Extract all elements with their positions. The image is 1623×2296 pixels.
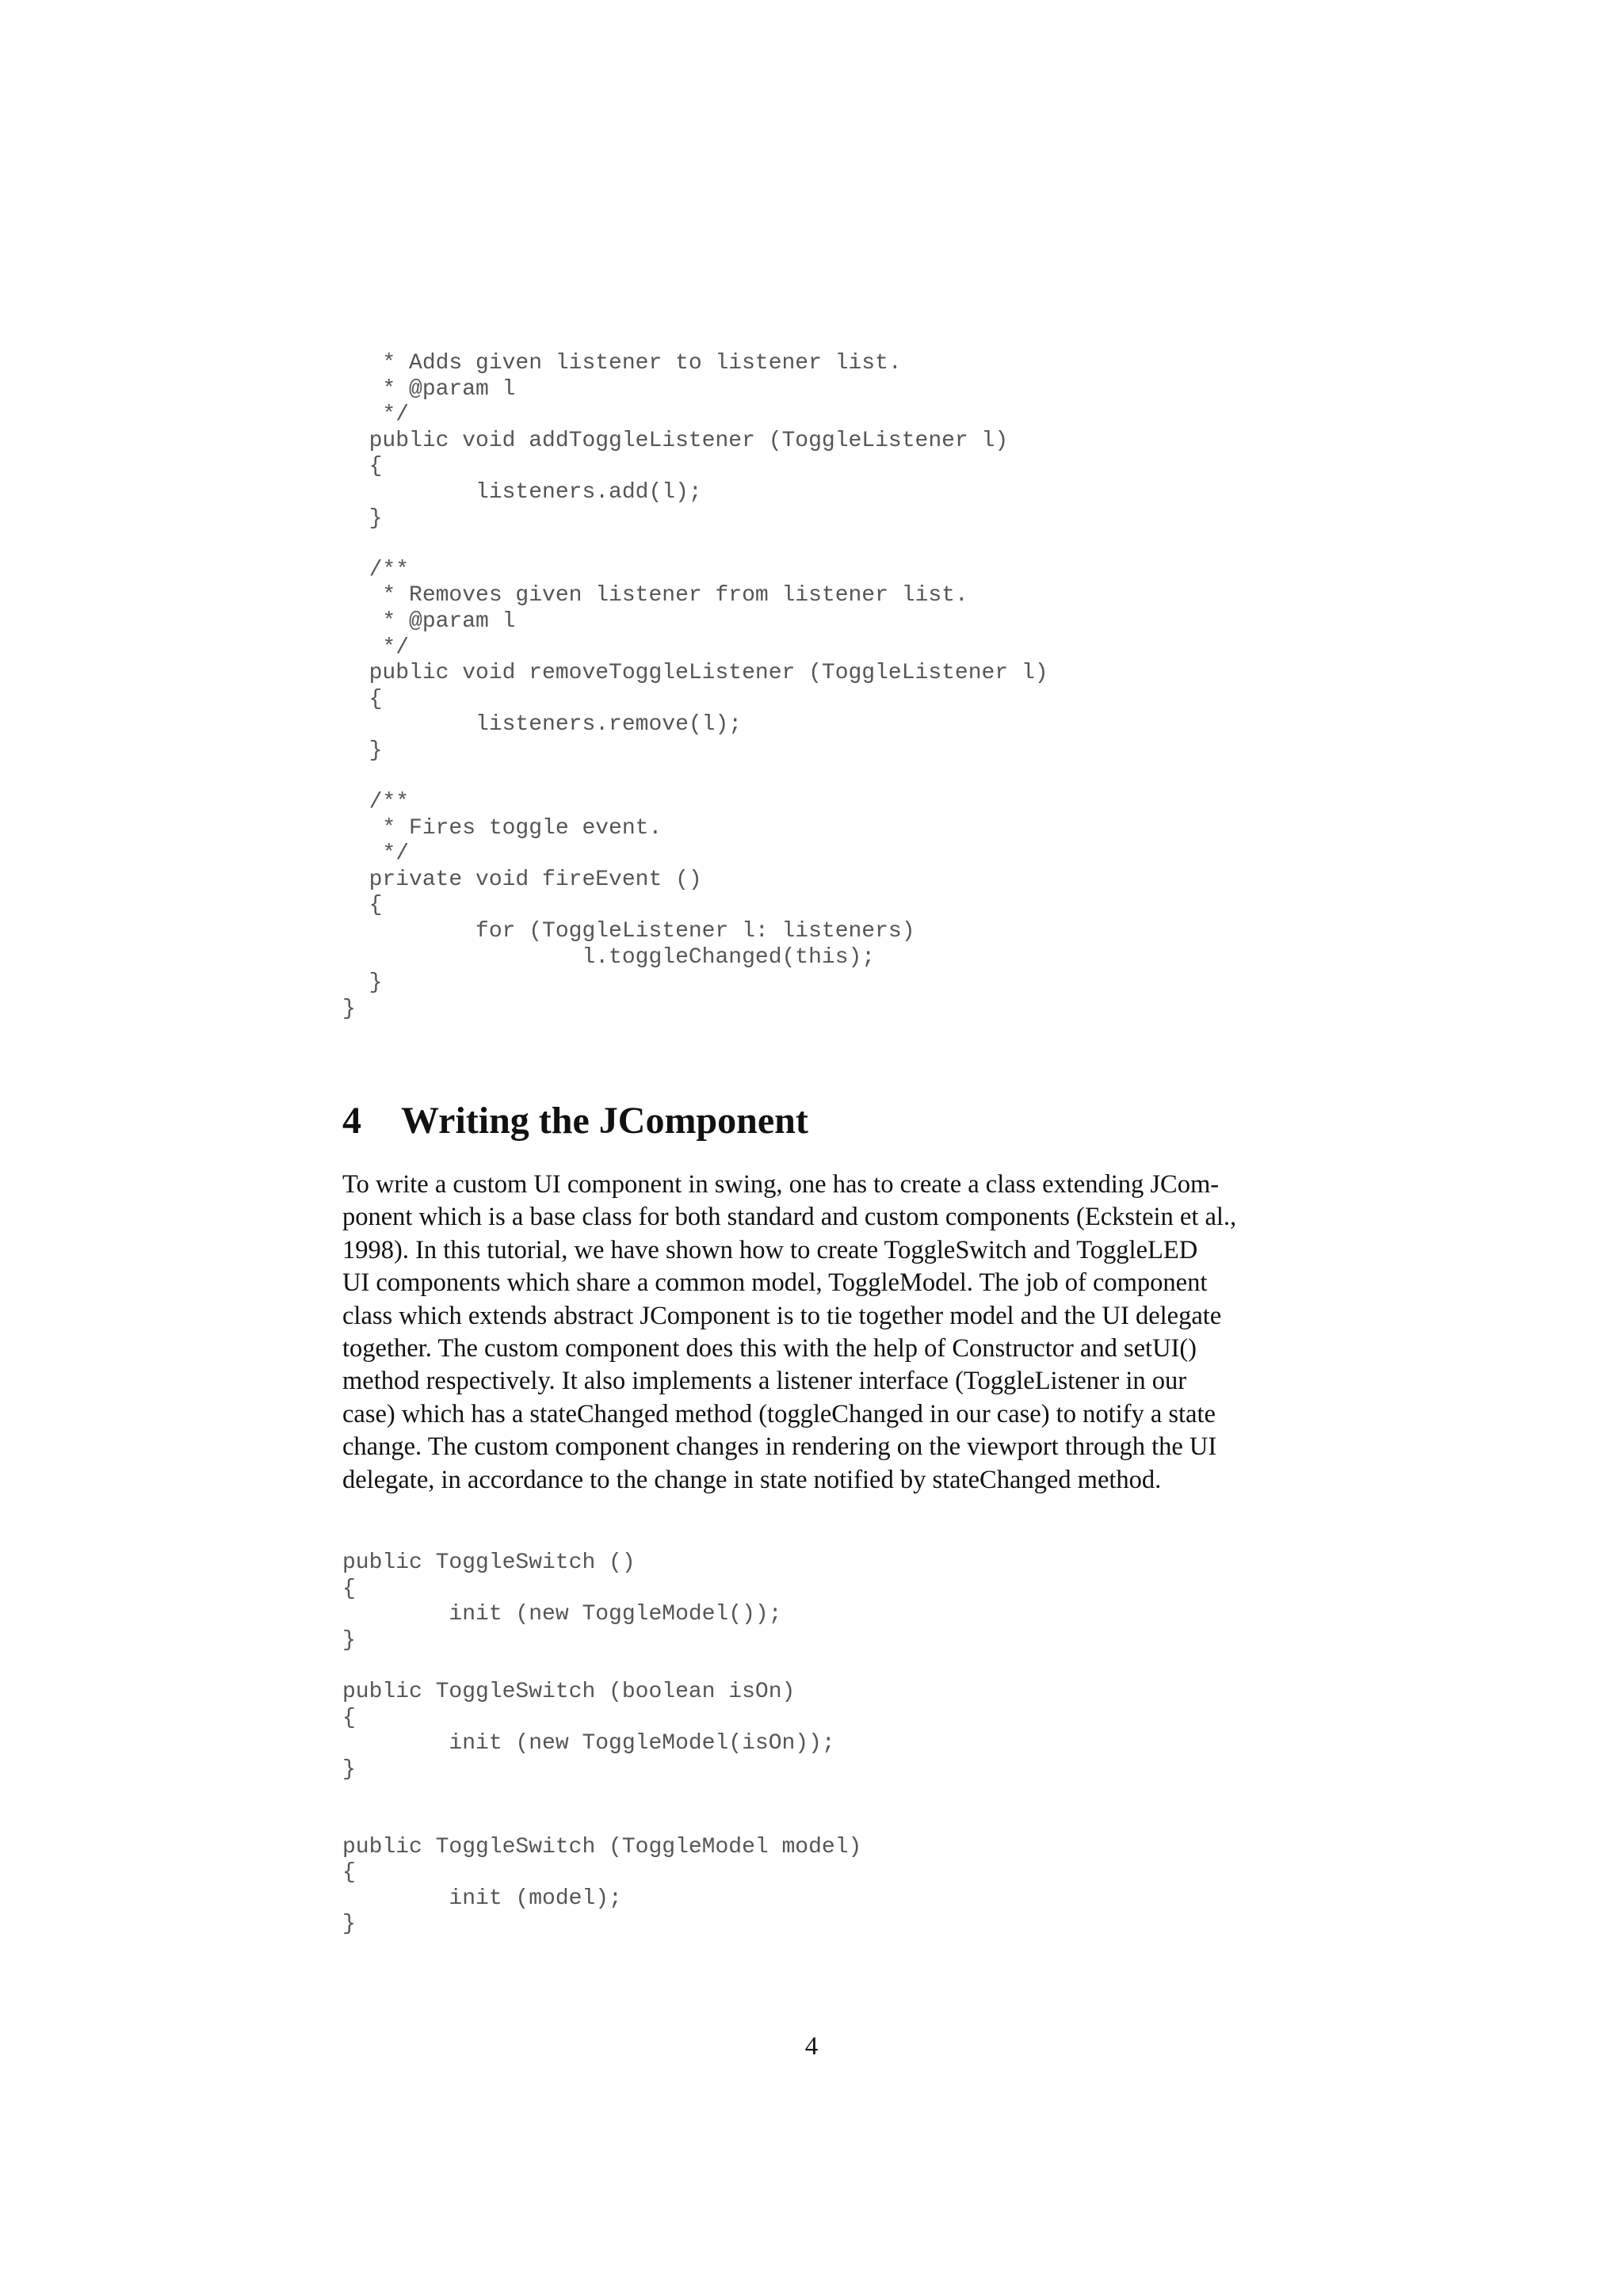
section-heading bbox=[342, 1099, 808, 1143]
body-paragraph: To write a custom UI component in swing, one has to create a class extending JCom- ponent which is a base class for both standard and custom components (Eckstein et al., 1998). In this tutorial, we have shown how to create ToggleSwitch and ToggleLED UI components which share a common model, ToggleModel. The job of component class which extends abstract JComponent is to tie together model and the UI delegate together. The custom component does this with the help of Constructor and setUI() method respectively. It also implements a listener interface (ToggleListener in our case) which has a stateChanged method (toggleChanged in our case) to notify a state change. The custom component changes in rendering on the viewport through the UI delegate, in accordance to the change in state notified by stateChanged method. bbox=[342, 1170, 1237, 1494]
section-number: 4 bbox=[342, 1100, 361, 1142]
page-number: 4 bbox=[804, 2032, 819, 2061]
section-title: Writing the JComponent bbox=[401, 1100, 808, 1142]
code-listing-listener-methods: * Adds given listener to listener list. * @param l */ public void addToggleListener (ToggleListener l) { listeners.add(l); } /** * Removes given listener from listener list. * @param l */ public void removeToggleListener (ToggleListener l) { listeners.remove(l); } /** * Fires toggle event. */ private void fireEvent () { for (ToggleListener l: listeners) l.toggleChanged(this); } } bbox=[342, 351, 1048, 1021]
code-listing-constructors: public ToggleSwitch () { init (new ToggleModel()); } public ToggleSwitch (boolean isOn) { init (new ToggleModel(isOn)); } public ToggleSwitch (ToggleModel model) { init (model); } bbox=[342, 1550, 862, 1937]
